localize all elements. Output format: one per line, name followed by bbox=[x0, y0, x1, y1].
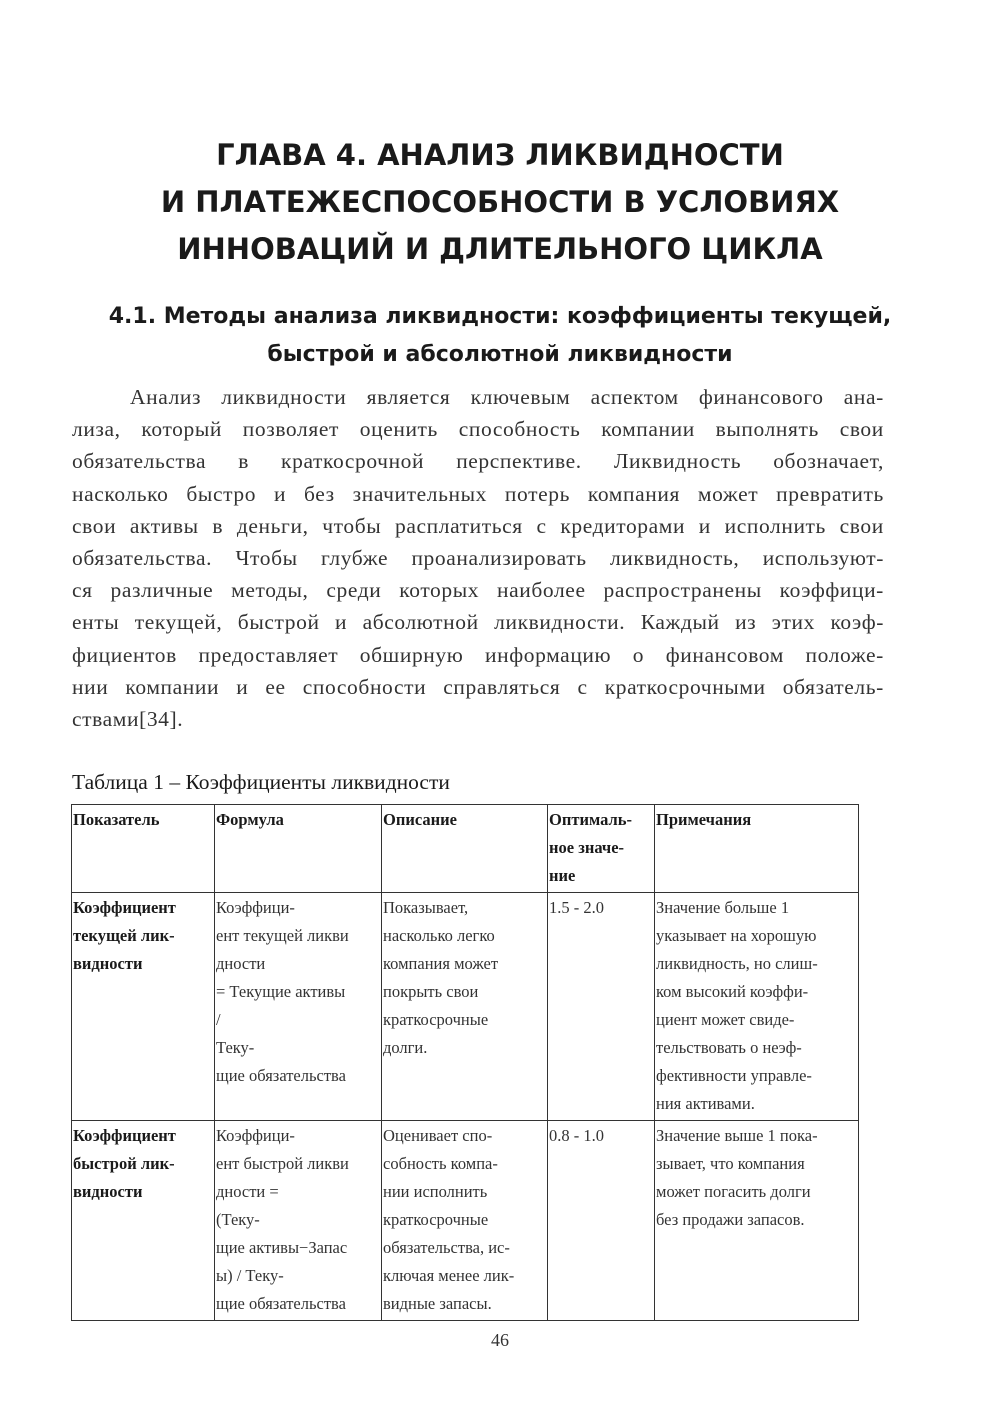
table-header-cell bbox=[215, 805, 382, 893]
table-cell bbox=[72, 1121, 215, 1321]
cell-text-line: дности bbox=[216, 954, 266, 973]
cell-text-line: ент быстрой ликви bbox=[216, 1154, 349, 1173]
cell-text-line: Коэффици- bbox=[216, 1126, 295, 1145]
cell-text-line: Показывает, bbox=[383, 898, 469, 917]
cell-text-line: 0.8 - 1.0 bbox=[549, 1126, 604, 1145]
cell-text-line: ликвидность, но слиш- bbox=[656, 954, 818, 973]
paragraph-line: обязательства в краткосрочной перспективе. Ликвидность обозначает, bbox=[72, 449, 884, 474]
cell-text-line: / bbox=[216, 1010, 221, 1029]
cell-text-line: быстрой лик- bbox=[73, 1154, 175, 1173]
cell-text-line: ключая менее лик- bbox=[383, 1266, 515, 1285]
paragraph-line: обязательства. Чтобы глубже проанализировать ликвидность, используют- bbox=[72, 546, 884, 571]
table-caption: Таблица 1 – Коэффициенты ликвидности bbox=[72, 770, 450, 794]
paragraph-line: свои активы в деньги, чтобы расплатиться с кредиторами и исполнить свои bbox=[72, 513, 884, 538]
table-cell bbox=[215, 1121, 382, 1321]
table-cell bbox=[72, 893, 215, 1121]
table-header-cell bbox=[382, 805, 548, 893]
cell-text-line: без продажи запасов. bbox=[656, 1210, 805, 1229]
paragraph-line: Анализ ликвидности является ключевым аспектом финансового ана- bbox=[130, 385, 884, 409]
table-cell bbox=[548, 893, 655, 1121]
cell-text-line: щие обязательства bbox=[216, 1294, 346, 1313]
cell-text-line: Примечания bbox=[656, 810, 752, 829]
cell-text-line: может погасить долги bbox=[656, 1182, 811, 1201]
paragraph-line: енты текущей, быстрой и абсолютной ликвидности. Каждый из этих коэф- bbox=[72, 610, 884, 635]
cell-text-line: Значение выше 1 пока- bbox=[656, 1126, 818, 1145]
chapter-title-line: И ПЛАТЕЖЕСПОСОБНОСТИ В УСЛОВИЯХ bbox=[160, 185, 840, 219]
cell-text-line: (Теку- bbox=[216, 1210, 260, 1229]
section-title bbox=[60, 298, 940, 374]
cell-text-line: = Текущие активы bbox=[216, 982, 346, 1001]
paragraph-line: нии компании и ее способности справляться с краткосрочными обязатель- bbox=[72, 674, 884, 699]
cell-text-line: краткосрочные bbox=[383, 1210, 489, 1229]
page-number: 46 bbox=[491, 1330, 509, 1350]
table-cell bbox=[655, 893, 859, 1121]
cell-text-line: щие обязательства bbox=[216, 1066, 346, 1085]
cell-text-line: ния активами. bbox=[656, 1094, 755, 1113]
cell-text-line: краткосрочные bbox=[383, 1010, 489, 1029]
cell-text-line: ы) / Теку- bbox=[216, 1266, 284, 1285]
cell-text-line: видные запасы. bbox=[383, 1294, 492, 1313]
section-title-line: 4.1. Методы анализа ликвидности: коэффициенты текущей, bbox=[108, 304, 892, 329]
paragraph-line: насколько быстро и без значительных потерь компания может превратить bbox=[72, 481, 884, 506]
table-header-cell bbox=[655, 805, 859, 893]
cell-text-line: указывает на хорошую bbox=[656, 926, 817, 945]
cell-text-line: Оптималь- bbox=[549, 810, 632, 829]
cell-text-line: собность компа- bbox=[383, 1154, 498, 1173]
table-cell bbox=[215, 893, 382, 1121]
paragraph-line: ся различные методы, среди которых наиболее распространены коэффици- bbox=[72, 578, 884, 603]
cell-text-line: Формула bbox=[216, 810, 284, 829]
cell-text-line: насколько легко bbox=[383, 926, 495, 945]
cell-text-line: текущей лик- bbox=[73, 926, 175, 945]
cell-text-line: фективности управле- bbox=[656, 1066, 812, 1085]
cell-text-line: компания может bbox=[383, 954, 499, 973]
cell-text-line: зывает, что компания bbox=[656, 1154, 805, 1173]
cell-text-line: Коэффициент bbox=[73, 898, 176, 917]
cell-text-line: циент может свиде- bbox=[656, 1010, 795, 1029]
cell-text-line: дности = bbox=[216, 1182, 279, 1201]
cell-text-line: Описание bbox=[383, 810, 457, 829]
cell-text-line: обязательства, ис- bbox=[383, 1238, 510, 1257]
table-cell bbox=[655, 1121, 859, 1321]
paragraph-line: ствами [34]. bbox=[72, 707, 184, 732]
chapter-title-line: ИННОВАЦИЙ И ДЛИТЕЛЬНОГО ЦИКЛА bbox=[177, 232, 823, 266]
cell-text-line: долги. bbox=[383, 1038, 428, 1057]
body-paragraph bbox=[72, 381, 884, 735]
paragraph-line: лиза, который позволяет оценить способность компании выполнять свои bbox=[72, 417, 884, 442]
chapter-title bbox=[60, 132, 940, 273]
cell-text-line: Теку- bbox=[216, 1038, 255, 1057]
table-cell bbox=[548, 1121, 655, 1321]
cell-text-line: ком высокий коэффи- bbox=[656, 982, 809, 1001]
cell-text-line: Значение больше 1 bbox=[656, 898, 790, 917]
cell-text-line: нии исполнить bbox=[383, 1182, 488, 1201]
cell-text-line: ние bbox=[549, 866, 576, 885]
cell-text-line: тельствовать о неэф- bbox=[656, 1038, 802, 1057]
table-row bbox=[72, 893, 859, 1121]
cell-text-line: Показатель bbox=[73, 810, 160, 829]
liquidity-ratios-table bbox=[71, 804, 859, 1321]
table-cell bbox=[382, 1121, 548, 1321]
section-title-line: быстрой и абсолютной ликвидности bbox=[267, 342, 733, 367]
table-header-row bbox=[72, 805, 859, 893]
cell-text-line: видности bbox=[73, 954, 143, 973]
cell-text-line: Коэффици- bbox=[216, 898, 295, 917]
cell-text-line: Оценивает спо- bbox=[383, 1126, 493, 1145]
cell-text-line: ент текущей ликви bbox=[216, 926, 349, 945]
table-header-cell bbox=[72, 805, 215, 893]
cell-text-line: ное значе- bbox=[549, 838, 625, 857]
table-cell bbox=[382, 893, 548, 1121]
chapter-title-line: ГЛАВА 4. АНАЛИЗ ЛИКВИДНОСТИ bbox=[216, 138, 784, 172]
cell-text-line: видности bbox=[73, 1182, 143, 1201]
paragraph-line: фициентов предоставляет обширную информацию о финансовом положе- bbox=[72, 642, 884, 667]
cell-text-line: Коэффициент bbox=[73, 1126, 176, 1145]
cell-text-line: щие активы−Запас bbox=[216, 1238, 348, 1257]
cell-text-line: 1.5 - 2.0 bbox=[549, 898, 604, 917]
table-header-cell bbox=[548, 805, 655, 893]
cell-text-line: покрыть свои bbox=[383, 982, 479, 1001]
table-row bbox=[72, 1121, 859, 1321]
